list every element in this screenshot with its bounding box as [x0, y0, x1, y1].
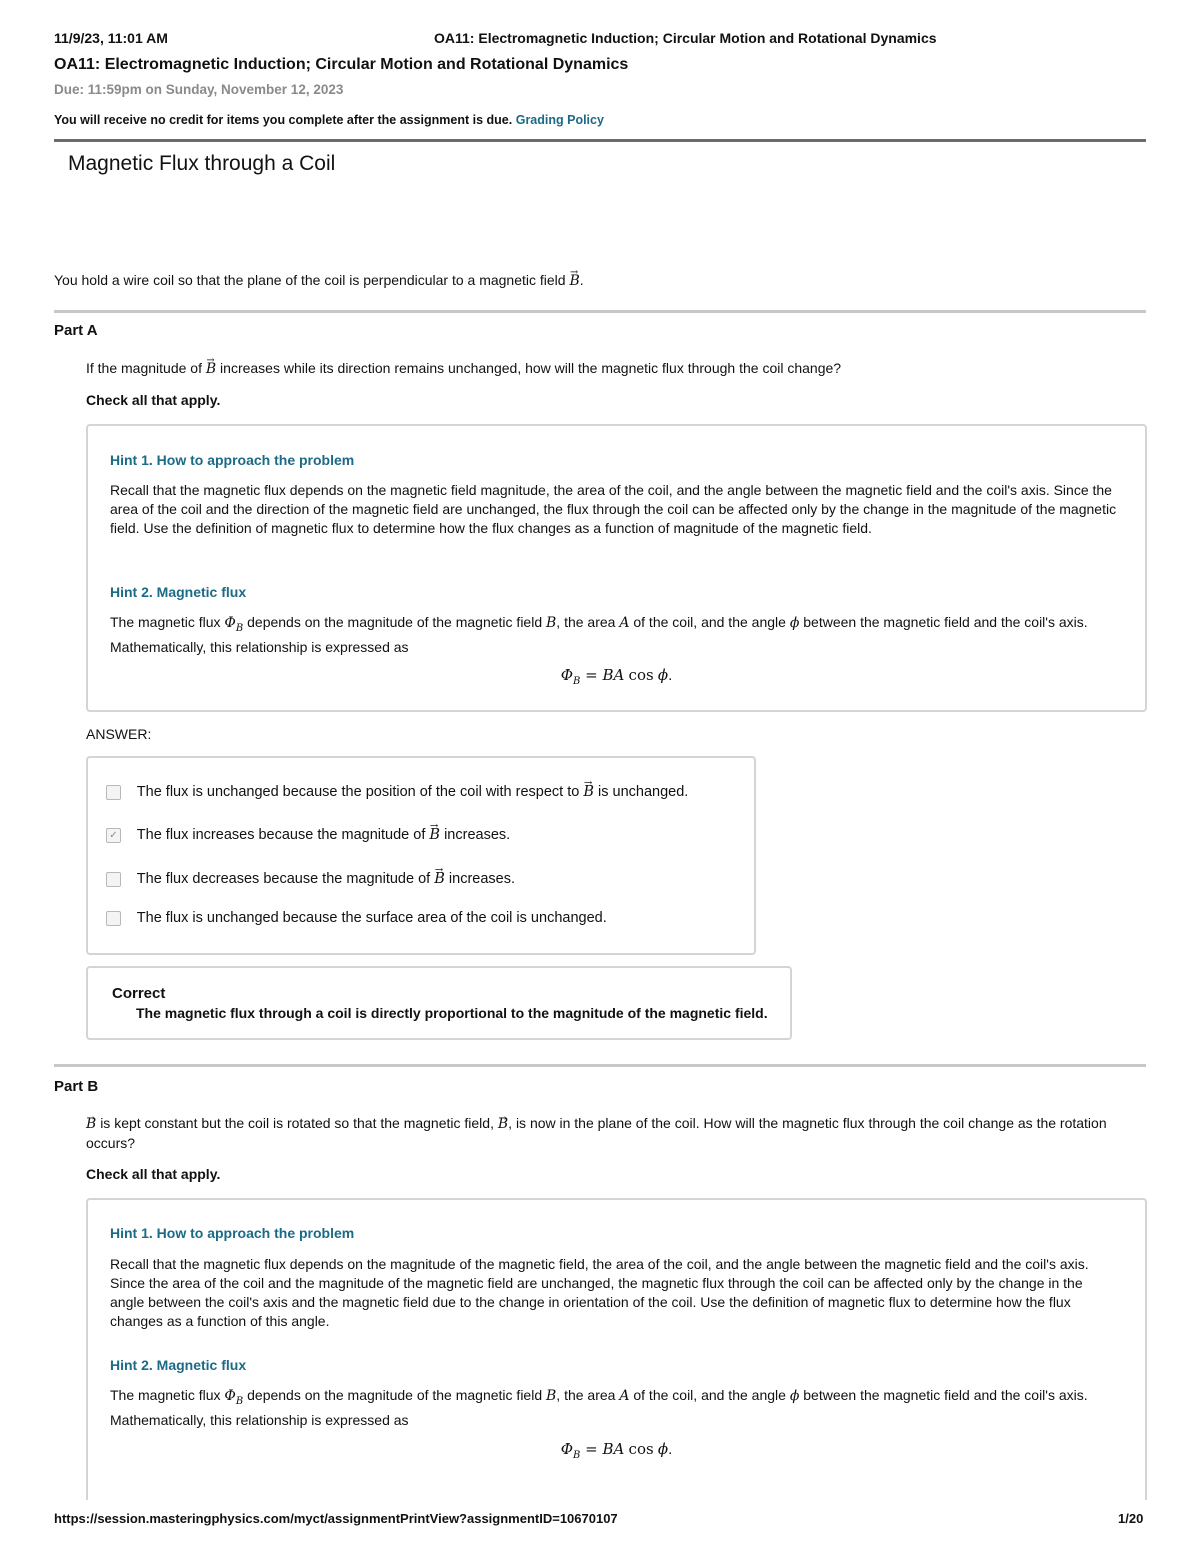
flux-hint-t3: the area [564, 1387, 616, 1403]
flux-hint-t1: The magnetic flux [110, 614, 221, 630]
answer-label: ANSWER: [86, 726, 152, 742]
footer-url: https://session.masteringphysics.com/myct/assignmentPrintView?assignmentID=10670107 [54, 1511, 618, 1526]
option-3-pre: The flux decreases because the magnitude of [136, 871, 431, 887]
problem-intro-text: You hold a wire coil so that the plane of the coil is perpendicular to a magnetic field [54, 272, 566, 288]
problem-title: Magnetic Flux through a Coil [68, 152, 336, 175]
part-b-question-mid: is kept constant but the coil is rotated so that the magnetic field, [100, 1115, 494, 1131]
header-rule [54, 139, 1146, 142]
part-a-question: If the magnitude of → B increases while its direction remains unchanged, how will the magnetic flux through the coil change? [86, 360, 841, 377]
option-2-checkbox[interactable]: ✓ [106, 828, 121, 843]
part-a-hint-box [86, 424, 1147, 712]
late-notice [54, 113, 604, 127]
late-notice-text: You will receive no credit for items you complete after the assignment is due. [54, 113, 513, 127]
due-date: Due: 11:59pm on Sunday, November 12, 2023 [54, 82, 344, 97]
part-a-rule [54, 310, 1146, 313]
problem-intro: You hold a wire coil so that the plane of the coil is perpendicular to a magnetic field → B. [54, 272, 584, 289]
feedback-box [86, 966, 792, 1040]
part-b-hint1-text: Recall that the magnetic flux depends on the magnitude of the magnetic field, the area of the coil, and the angle between the magnetic field and the coil's axis. Since the area of the coil and the magnitude of the magnetic field are unchanged, the magnetic flux through the coil can be affected only by the change in the angle between the coil's axis and the magnetic field due to the change in orientation of the coil. Use the definition of magnetic flux to determine how the flux changes as a function of this angle. [110, 1256, 1089, 1329]
flux-hint-t3: the area [564, 614, 616, 630]
assignment-title: OA11: Electromagnetic Induction; Circular Motion and Rotational Dynamics [54, 56, 629, 73]
part-a-label: Part A [54, 322, 98, 339]
option-3-post: increases. [448, 871, 515, 887]
feedback-title: Correct [112, 985, 166, 1002]
option-2-post: increases. [444, 827, 511, 843]
part-a-hint2-text: The magnetic flux $\Phi_B$ depends on the magnitude of the magnetic field B, the area A of the coil, and the angle ϕ between the magnetic field and the coil's axis. Mathematically, this relationship is expressed as [110, 614, 1088, 655]
answer-option-1[interactable]: The flux is unchanged because the position of the coil with respect to → B is unchanged. [106, 784, 688, 800]
option-1-post: is unchanged. [598, 784, 689, 800]
part-b-hint2-text: The magnetic flux $\Phi_B$ depends on the magnitude of the magnetic field B, the area A of the coil, and the angle ϕ between the magnetic field and the coil's axis. Mathematically, this relationship is expressed as [110, 1387, 1088, 1428]
part-a-question-post: increases while its direction remains unchanged, how will the magnetic flux through the coil change? [220, 360, 842, 376]
option-2-pre: The flux increases because the magnitude of [136, 827, 426, 843]
part-b-flux-formula: $\Phi_B$ = BA cos ϕ. [560, 1440, 673, 1461]
option-1-checkbox[interactable] [106, 785, 121, 800]
footer-page-number: 1/20 [1118, 1511, 1144, 1526]
flux-hint-t5: between the magnetic field and the coil's axis. Mathematically, this relationship is expressed as [110, 614, 1088, 655]
print-datetime: 11/9/23, 11:01 AM [54, 30, 168, 46]
part-a-hint1-text: Recall that the magnetic flux depends on the magnetic field magnitude, the area of the coil, and the angle between the magnetic field and the coil's axis. Since the area of the coil and the direction of the magnetic field are unchanged, the flux through the coil can be affected only by the change in the magnitude of the magnetic field. Use the definition of magnetic flux to determine how the flux changes as a function of magnitude of the magnetic field. [110, 482, 1117, 536]
part-a-hint1-title[interactable]: Hint 1. How to approach the problem [110, 452, 355, 468]
print-doc-title: OA11: Electromagnetic Induction; Circular Motion and Rotational Dynamics [434, 30, 937, 46]
option-4-checkbox[interactable] [106, 911, 121, 926]
part-a-instruction: Check all that apply. [86, 392, 221, 408]
part-b-instruction: Check all that apply. [86, 1166, 221, 1182]
part-b-question-post: is now in the plane of the coil. How will the magnetic flux through the coil change as the rotation occurs? [86, 1115, 1107, 1151]
option-3-checkbox[interactable] [106, 872, 121, 887]
option-1-pre: The flux is unchanged because the position of the coil with respect to [136, 784, 580, 800]
flux-hint-t2: depends on the magnitude of the magnetic field [247, 614, 543, 630]
part-a-flux-formula: $\Phi_B$ = BA cos ϕ. [560, 666, 673, 687]
flux-hint-t5: between the magnetic field and the coil's axis. Mathematically, this relationship is expressed as [110, 1387, 1088, 1428]
flux-hint-t1: The magnetic flux [110, 1387, 221, 1403]
part-b-question: → B is kept constant but the coil is rotated so that the magnetic field, → B, is now in the plane of the coil. How will the magnetic flux through the coil change as the rotation occurs? [86, 1114, 1146, 1153]
part-a-question-pre: If the magnitude of [86, 360, 202, 376]
answer-option-2[interactable]: ✓ The flux increases because the magnitude of → B increases. [106, 827, 510, 843]
answer-option-4[interactable] [106, 910, 607, 926]
part-b-label: Part B [54, 1078, 99, 1095]
part-b-hint1-title[interactable]: Hint 1. How to approach the problem [110, 1225, 355, 1241]
flux-hint-t4: of the coil, and the angle [633, 614, 786, 630]
part-b-rule [54, 1064, 1146, 1067]
feedback-text: The magnetic flux through a coil is directly proportional to the magnitude of the magnetic field. [136, 1005, 768, 1021]
part-b-hint2-title[interactable]: Hint 2. Magnetic flux [110, 1357, 247, 1373]
grading-policy-link[interactable]: Grading Policy [515, 113, 604, 127]
flux-hint-t4: of the coil, and the angle [633, 1387, 786, 1403]
option-4-text: The flux is unchanged because the surface area of the coil is unchanged. [136, 910, 607, 926]
flux-hint-t2: depends on the magnitude of the magnetic field [247, 1387, 543, 1403]
answer-option-3[interactable]: The flux decreases because the magnitude of → B increases. [106, 871, 515, 887]
part-b-hint-box [86, 1198, 1147, 1500]
part-a-hint2-title[interactable]: Hint 2. Magnetic flux [110, 584, 247, 600]
